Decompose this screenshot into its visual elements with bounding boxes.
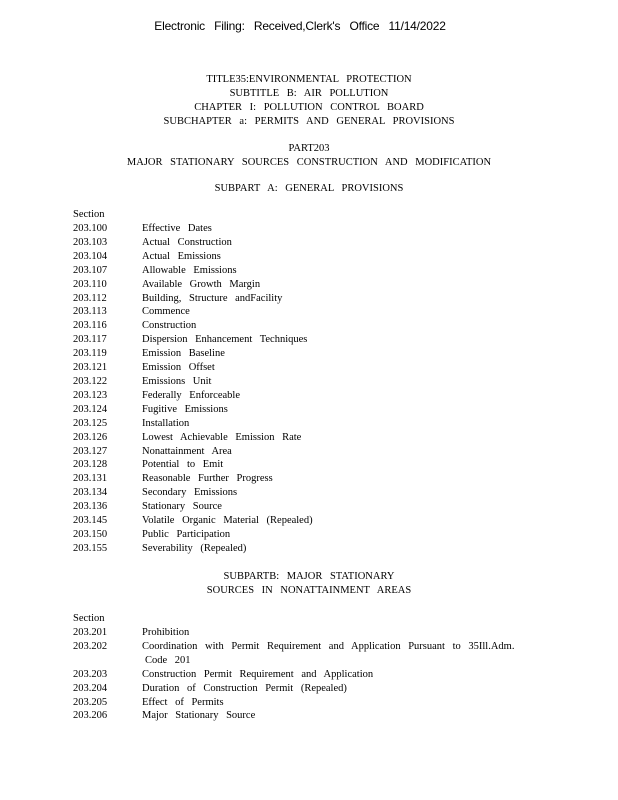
section-title	[142, 626, 532, 640]
section-title	[142, 333, 532, 347]
section-number: 203.127	[73, 445, 108, 457]
section-number: 203.124	[73, 403, 108, 415]
section-title	[142, 236, 532, 250]
section-title	[142, 431, 532, 445]
section-entry	[73, 361, 553, 375]
section-title-text: Construction Permit Requirement and Application	[142, 668, 374, 680]
section-title	[142, 640, 532, 668]
section-title-continuation: Code 201	[145, 654, 191, 666]
section-title-text: Volatile Organic Material (Repealed)	[142, 515, 313, 527]
title-line: TITLE35:ENVIRONMENTAL PROTECTION	[206, 74, 412, 85]
subpart-b-heading	[0, 570, 618, 598]
section-title-text: Effect of Permits	[142, 696, 224, 708]
section-title	[142, 542, 532, 556]
section-title-text: Nonattainment Area	[142, 445, 232, 457]
subpart-b-section-list	[73, 612, 553, 723]
section-entry	[73, 319, 553, 333]
section-title-text: Available Growth Margin	[142, 278, 261, 290]
section-label: Section	[73, 209, 105, 220]
section-number: 203.112	[73, 292, 107, 304]
section-entry	[73, 486, 553, 500]
section-number: 203.119	[73, 348, 107, 360]
section-entry	[73, 347, 553, 361]
section-number: 203.103	[73, 236, 108, 248]
section-title-text: Severability (Repealed)	[142, 542, 247, 554]
section-title	[142, 696, 532, 710]
section-number: 203.122	[73, 375, 108, 387]
section-number: 203.113	[73, 306, 107, 318]
section-number: 203.205	[73, 696, 108, 708]
section-number: 203.155	[73, 542, 108, 554]
section-entry	[73, 696, 553, 710]
section-number: 203.104	[73, 250, 108, 262]
section-entry	[73, 431, 553, 445]
title-block	[0, 73, 618, 129]
section-title	[142, 292, 532, 306]
section-title-text: Construction	[142, 320, 197, 332]
section-number: 203.206	[73, 710, 108, 722]
filing-stamp: Electronic Filing: Received,Clerk's Office 11/14/2022	[154, 19, 446, 33]
chapter-line: CHAPTER I: POLLUTION CONTROL BOARD	[194, 102, 424, 113]
section-title-text: Federally Enforceable	[142, 389, 240, 401]
section-title	[142, 486, 532, 500]
section-title	[142, 528, 532, 542]
section-entry	[73, 514, 553, 528]
section-number: 203.203	[73, 668, 108, 680]
section-title	[142, 668, 532, 682]
section-entry	[73, 709, 553, 723]
section-title	[142, 445, 532, 459]
section-title	[142, 347, 532, 361]
section-title	[142, 403, 532, 417]
section-title-text: Emissions Unit	[142, 375, 212, 387]
section-title-text: Public Participation	[142, 528, 231, 540]
section-number: 203.110	[73, 278, 107, 290]
section-label: Section	[73, 613, 105, 624]
subchapter-line: SUBCHAPTER a: PERMITS AND GENERAL PROVISIONS	[163, 116, 455, 127]
subtitle-line: SUBTITLE B: AIR POLLUTION	[229, 88, 389, 99]
section-entry	[73, 682, 553, 696]
section-entry	[73, 333, 553, 347]
section-entry	[73, 375, 553, 389]
section-number: 203.134	[73, 487, 108, 499]
section-number: 203.116	[73, 320, 107, 332]
section-title-text: Actual Emissions	[142, 250, 221, 262]
section-title	[142, 361, 532, 375]
section-title	[142, 709, 532, 723]
section-number: 203.123	[73, 389, 108, 401]
section-title-text: Effective Dates	[142, 223, 212, 234]
part-block	[0, 142, 618, 170]
section-entry	[73, 250, 553, 264]
subpart-b-title-line1: SUBPARTB: MAJOR STATIONARY	[223, 571, 395, 582]
section-entry	[73, 640, 553, 668]
section-entry	[73, 626, 553, 640]
section-title-text: Allowable Emissions	[142, 264, 237, 276]
section-title	[142, 389, 532, 403]
section-title	[142, 458, 532, 472]
section-number: 203.202	[73, 640, 108, 652]
section-title	[142, 472, 532, 486]
section-number: 203.201	[73, 627, 108, 638]
section-title	[142, 500, 532, 514]
section-number: 203.128	[73, 459, 108, 471]
section-title	[142, 417, 532, 431]
section-entry	[73, 278, 553, 292]
section-entry	[73, 292, 553, 306]
section-title-text: Prohibition	[142, 627, 190, 638]
subpart-b-title-line2: SOURCES IN NONATTAINMENT AREAS	[206, 585, 412, 596]
part-title: MAJOR STATIONARY SOURCES CONSTRUCTION AND MODIFICATION	[126, 157, 492, 168]
section-entry	[73, 445, 553, 459]
subpart-a-heading	[0, 182, 618, 196]
section-title	[142, 222, 532, 236]
section-entry	[73, 403, 553, 417]
section-title-text: Emission Offset	[142, 362, 215, 374]
section-entry	[73, 264, 553, 278]
section-title-text: Installation	[142, 417, 190, 429]
section-number: 203.131	[73, 473, 108, 485]
section-title	[142, 305, 532, 319]
section-entry	[73, 417, 553, 431]
section-title-text: Lowest Achievable Emission Rate	[142, 431, 302, 443]
section-entry	[73, 528, 553, 542]
section-entry	[73, 542, 553, 556]
section-title	[142, 375, 532, 389]
section-number: 203.126	[73, 431, 108, 443]
section-entry	[73, 305, 553, 319]
section-title	[142, 514, 532, 528]
section-number: 203.204	[73, 682, 108, 694]
section-entry	[73, 668, 553, 682]
section-number: 203.100	[73, 223, 108, 234]
section-title-text: Reasonable Further Progress	[142, 473, 273, 485]
section-title	[142, 319, 532, 333]
section-entry	[73, 389, 553, 403]
section-entry	[73, 472, 553, 486]
section-title	[142, 264, 532, 278]
subpart-a-title: SUBPART A: GENERAL PROVISIONS	[214, 183, 404, 194]
section-number: 203.136	[73, 501, 108, 513]
section-title-text: Secondary Emissions	[142, 487, 238, 499]
section-entry	[73, 222, 553, 236]
section-entry	[73, 458, 553, 472]
section-entry	[73, 500, 553, 514]
section-number: 203.125	[73, 417, 108, 429]
section-title	[142, 278, 532, 292]
section-entry	[73, 236, 553, 250]
section-title-text: Commence	[142, 306, 190, 318]
section-title-text: Potential to Emit	[142, 459, 224, 471]
section-title-text: Building, Structure andFacility	[142, 292, 283, 304]
section-title-text: Fugitive Emissions	[142, 403, 228, 415]
section-number: 203.107	[73, 264, 108, 276]
section-number: 203.121	[73, 362, 108, 374]
section-title	[142, 250, 532, 264]
section-title-text: Emission Baseline	[142, 348, 225, 360]
section-title-text: Coordination with Permit Requirement and Application Pursuant to 35Ill.Adm.	[142, 640, 515, 652]
part-number: PART203	[288, 143, 330, 154]
section-title-text: Actual Construction	[142, 236, 232, 248]
section-number: 203.145	[73, 515, 108, 527]
section-number: 203.150	[73, 528, 108, 540]
section-title-text: Duration of Construction Permit (Repealed)	[142, 682, 347, 694]
section-title-text: Major Stationary Source	[142, 710, 256, 722]
section-number: 203.117	[73, 334, 107, 346]
section-title-text: Stationary Source	[142, 501, 222, 513]
section-title-text: Dispersion Enhancement Techniques	[142, 334, 308, 346]
section-title	[142, 682, 532, 696]
subpart-a-section-list	[73, 208, 553, 556]
